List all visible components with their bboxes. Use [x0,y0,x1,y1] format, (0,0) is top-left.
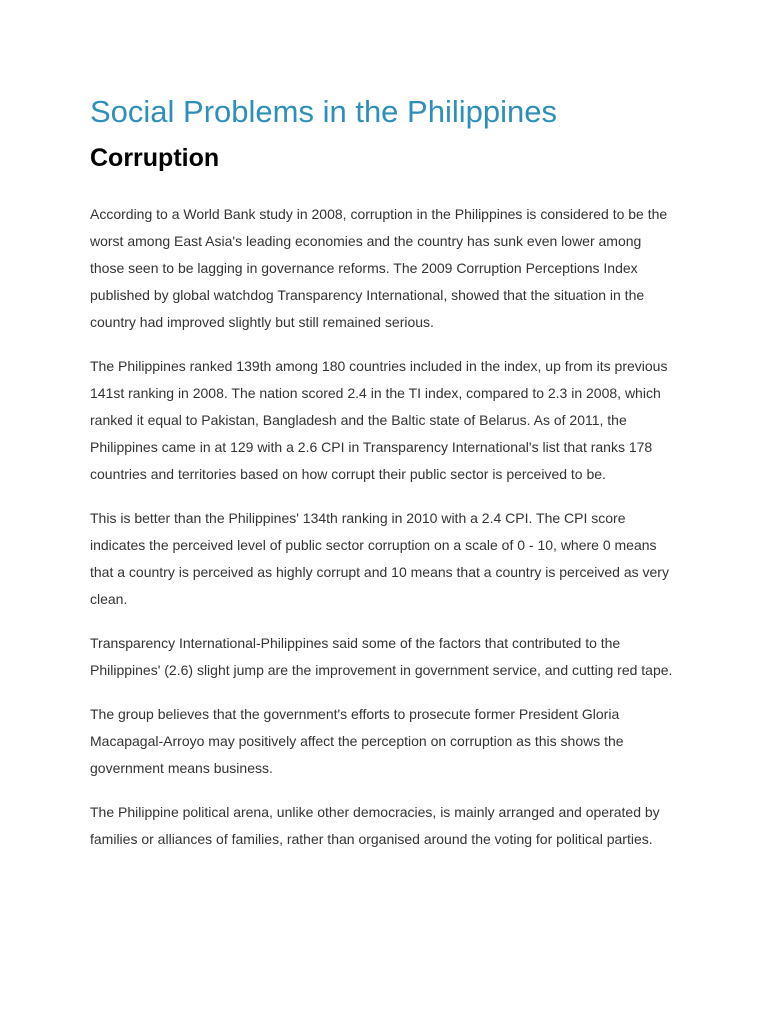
paragraph-4: Transparency International-Philippines said some of the factors that contributed to the Philippines' (2.6) slight jump are the improvement in government service, and cutting red tape. [90,635,673,678]
paragraph-3: This is better than the Philippines' 134th ranking in 2010 with a 2.4 CPI. The CPI score indicates the perceived level of public sector corruption on a scale of 0 - 10, where 0 means that a country is perceived as highly corrupt and 10 means that a country is perceived as very clean. [90,510,669,607]
paragraph-2: The Philippines ranked 139th among 180 countries included in the index, up from its previous 141st ranking in 2008. The nation scored 2.4 in the TI index, compared to 2.3 in 2008, which ranked it equal to Pakistan, Bangladesh and the Baltic state of Belarus. As of 2011, the Philippines came in at 129 with a 2.6 CPI in Transparency International's list that ranks 178 countries and territories based on how corrupt their public sector is perceived to be. [90,358,668,482]
page-title: Social Problems in the Philippines [90,94,557,129]
section-heading: Corruption [90,144,220,172]
paragraph-5: The group believes that the government's efforts to prosecute former President Gloria Macapagal-Arroyo may positively affect the perception on corruption as this shows the government means business. [90,706,624,776]
paragraph-1: According to a World Bank study in 2008, corruption in the Philippines is considered to be the worst among East Asia's leading economies and the country has sunk even lower among those seen to be lagging in governance reforms. The 2009 Corruption Perceptions Index published by global watchdog Transparency International, showed that the situation in the country had improved slightly but still remained serious. [90,206,668,330]
paragraph-6: The Philippine political arena, unlike other democracies, is mainly arranged and operated by families or alliances of families, rather than organised around the voting for political parties. [90,804,660,847]
article-body [90,201,678,853]
